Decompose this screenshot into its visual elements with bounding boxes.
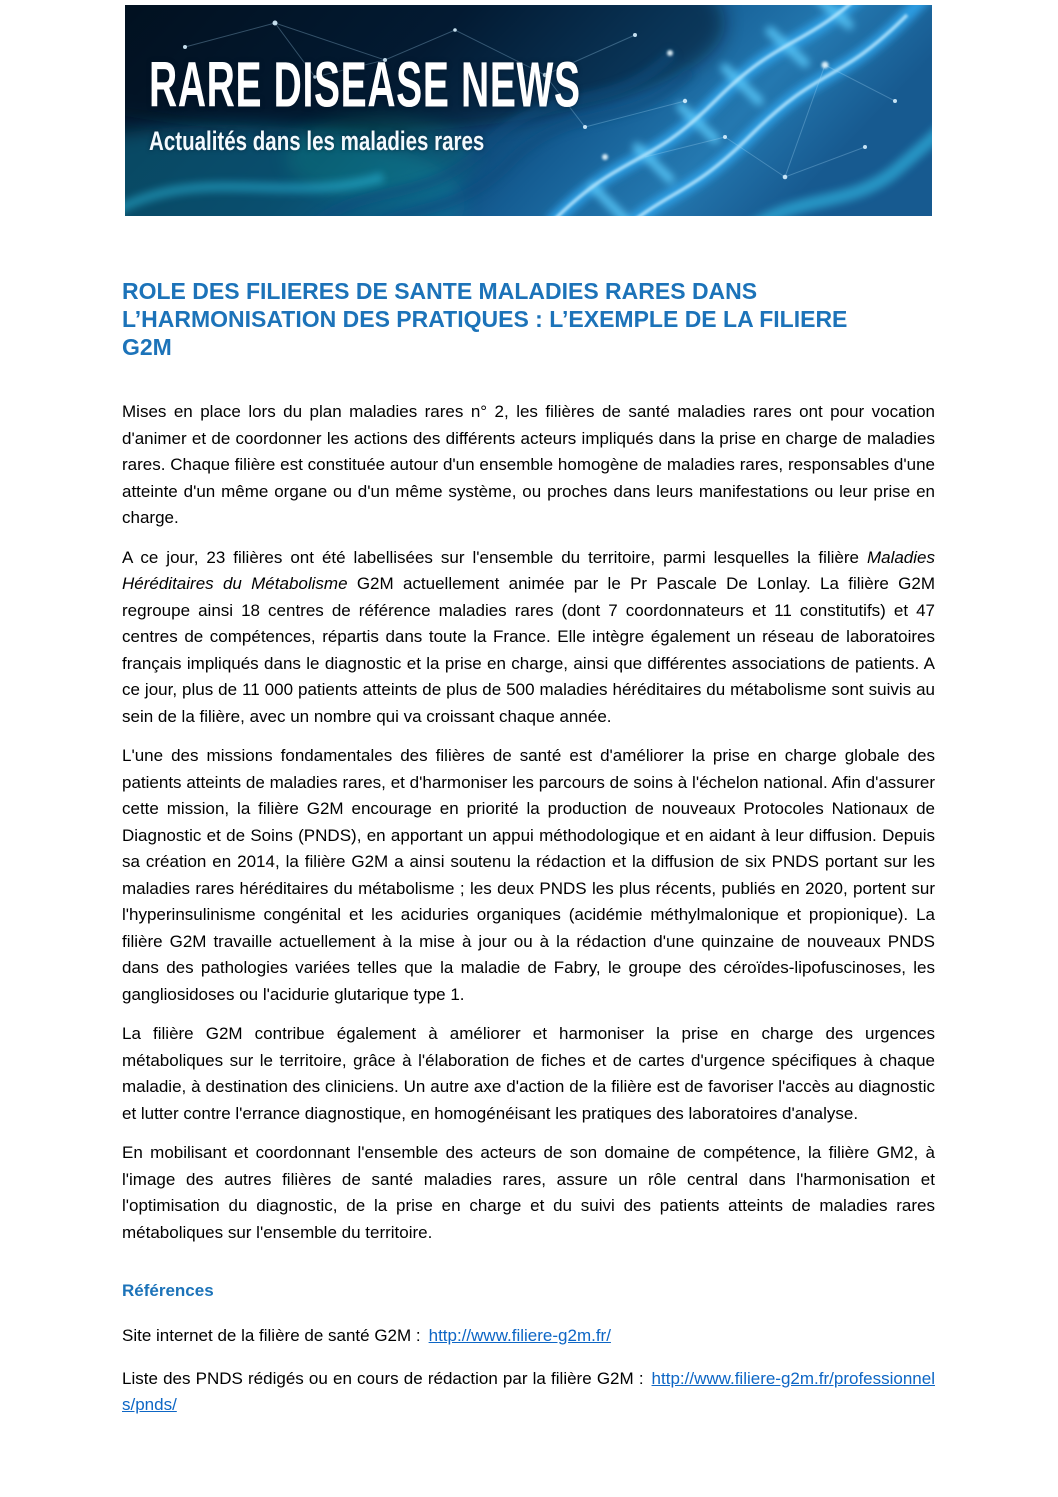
article-heading-line: G2M xyxy=(122,334,172,360)
banner-subtitle: Actualités dans les maladies rares xyxy=(149,126,485,156)
newsletter-banner xyxy=(125,5,932,216)
references-heading: Références xyxy=(122,1281,214,1300)
paragraph-4: La filière G2M contribue également à améliorer et harmoniser la prise en charge des urgences métaboliques sur le territoire, grâce à l'élaboration de fiches et de cartes d'urgence spécifiques à chaque maladie, à destination des cliniciens. Un autre axe d'action de la filière est de favoriser l'accès au diagnostic et lutter contre l'errance diagnostique, en homogénéisant les pratiques des laboratoires d'analyse. xyxy=(122,1024,935,1123)
reference-link-filiere-g2m[interactable]: http://www.filiere-g2m.fr/ xyxy=(428,1326,611,1345)
reference-item-2 xyxy=(122,1366,935,1419)
paragraph-2-text-before: A ce jour, 23 filières ont été labellisées sur l'ensemble du territoire, parmi lesquelles la filière xyxy=(122,547,867,567)
banner-text-block xyxy=(149,48,824,157)
paragraph-5: En mobilisant et coordonnant l'ensemble des acteurs de son domaine de compétence, la filière GM2, à l'image des autres filières de santé maladies rares, assure un rôle central dans l'harmonisation et l'optimisation du diagnostic, de la prise en charge et du suivi des patients atteints de maladies rares métaboliques sur l'ensemble du territoire. xyxy=(122,1143,935,1242)
article-content xyxy=(122,277,935,1435)
paragraph-1: Mises en place lors du plan maladies rares n° 2, les filières de santé maladies rares ont pour vocation d'animer et de coordonner les actions des différents acteurs impliqués dans la prise en charge de maladies rares. Chaque filière est constituée autour d'un ensemble homogène de maladies rares, responsables d'une atteinte d'un même organe ou d'un même système, ou proches dans leurs manifestations ou leur prise en charge. xyxy=(122,402,935,527)
paragraph-2-text-after: G2M actuellement animée par le Pr Pascale De Lonlay. La filière G2M regroupe ainsi 18 centres de référence maladies rares (dont 7 coordonnateurs et 11 constitutifs) et 47 centres de compétences, répartis dans toute la France. Elle intègre également un réseau de laboratoires français impliqués dans le diagnostic et la prise en charge, ainsi que différentes associations de patients. A ce jour, plus de 11 000 patients atteints de plus de 500 maladies héréditaires du métabolisme sont suivis au sein de la filière, avec un nombre qui va croissant chaque année. xyxy=(122,574,935,726)
article-heading-line: L’HARMONISATION DES PRATIQUES : L’EXEMPLE DE LA FILIERE xyxy=(122,306,848,332)
reference-2-label: Liste des PNDS rédigés ou en cours de rédaction par la filière G2M : xyxy=(122,1368,644,1388)
article-heading xyxy=(122,277,935,361)
article-heading-line: ROLE DES FILIERES DE SANTE MALADIES RARES DANS xyxy=(122,278,758,304)
reference-link-pnds-list[interactable]: http://www.filiere-g2m.fr/professionnels/pnds/ xyxy=(122,1368,935,1414)
paragraph-2 xyxy=(122,545,935,731)
banner-title: RARE DISEASE NEWS xyxy=(149,48,581,121)
italic-disease-group-name: Maladies Héréditaires du Métabolisme xyxy=(122,547,935,593)
reference-item-1 xyxy=(122,1323,935,1350)
paragraph-3: L'une des missions fondamentales des filières de santé est d'améliorer la prise en charge globale des patients atteints de maladies rares, et d'harmoniser les parcours de soins à l'échelon national. Afin d'assurer cette mission, la filière G2M encourage en priorité la production de nouveaux Protocoles Nationaux de Diagnostic et de Soins (PNDS), en apportant un appui méthodologique et en aidant à leur diffusion. Depuis sa création en 2014, la filière G2M a ainsi soutenu la rédaction et la diffusion de six PNDS portant sur les maladies rares héréditaires du métabolisme ; les deux PNDS les plus récents, publiés en 2020, portent sur l'hyperinsulinisme congénital et les aciduries organiques (acidémie méthylmalonique et propionique). La filière G2M travaille actuellement à la mise à jour ou à la rédaction d'une quinzaine de nouveaux PNDS dans des pathologies variées telles que la maladie de Fabry, le groupe des céroïdes-lipofuscinoses, les gangliosidoses ou l'acidurie glutarique type 1. xyxy=(122,746,935,1004)
reference-1-label: Site internet de la filière de santé G2M : xyxy=(122,1326,421,1345)
